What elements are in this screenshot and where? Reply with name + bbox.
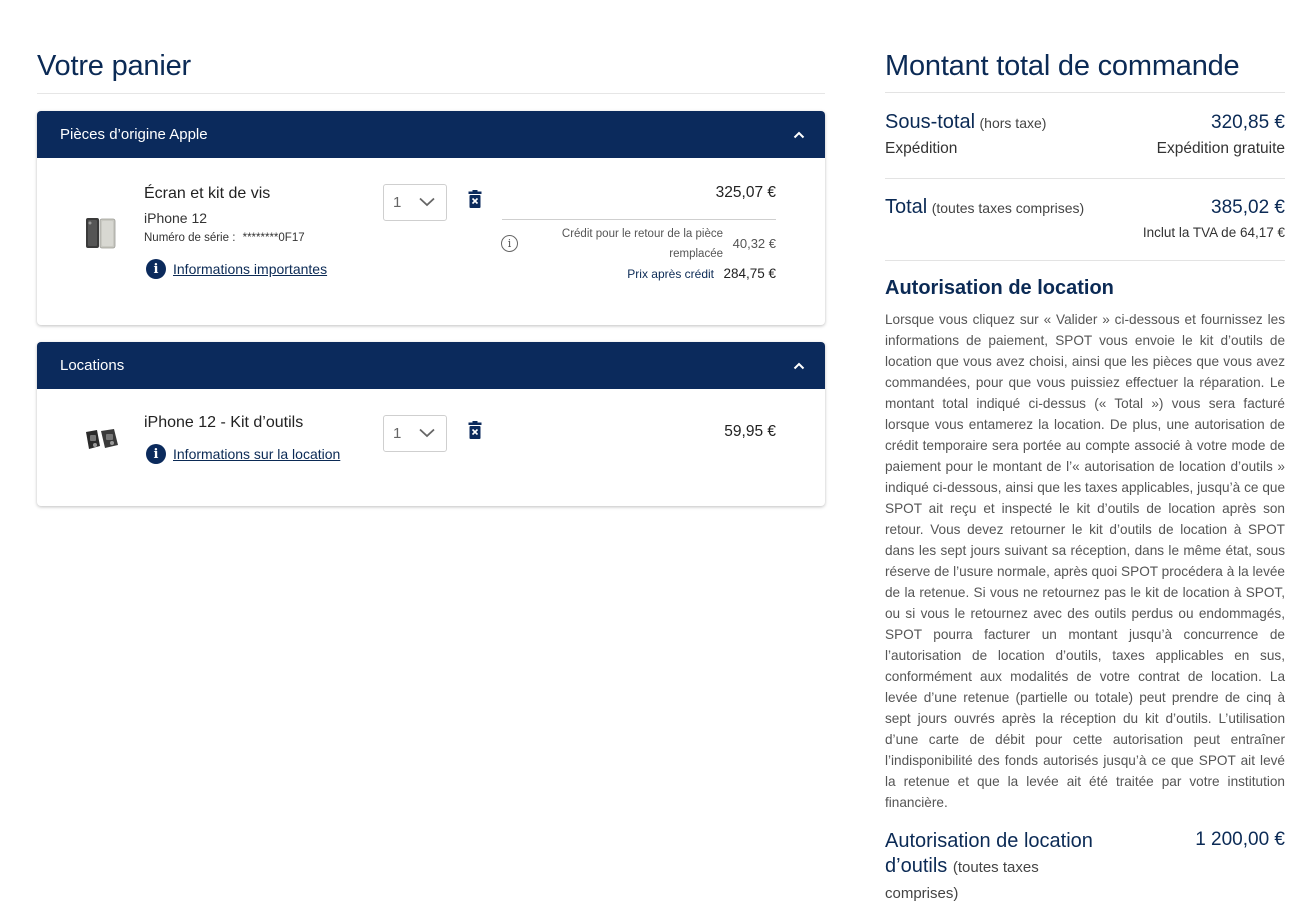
section-original-parts [37, 111, 825, 325]
total-label-row [885, 196, 1084, 219]
item-name: Écran et kit de vis [144, 185, 271, 202]
item-model: iPhone 12 [144, 210, 208, 226]
item-name: iPhone 12 - Kit d’outils [144, 414, 304, 431]
subtotal-note: (hors taxe) [979, 115, 1047, 131]
tool-authorization-note: (toutes taxes comprises) [885, 859, 1039, 902]
rental-authorization-title: Autorisation de location [885, 277, 1114, 299]
rental-info-link[interactable] [146, 444, 340, 464]
tool-authorization-value: 1 200,00 € [1195, 829, 1285, 850]
section-title: Locations [60, 357, 125, 374]
section-title: Pièces d’origine Apple [60, 126, 208, 143]
section-rentals [37, 342, 825, 506]
chevron-up-icon[interactable] [793, 360, 805, 372]
quantity-select[interactable] [383, 184, 447, 221]
screen-part-thumbnail [83, 217, 119, 249]
after-credit-label: Prix après crédit [627, 267, 714, 281]
after-credit-value: 284,75 € [723, 266, 776, 281]
tool-authorization-label-block [885, 829, 1115, 906]
section-header-original-parts[interactable] [37, 111, 825, 158]
summary-divider [885, 92, 1285, 93]
important-info-link[interactable] [146, 259, 327, 279]
credit-value: 40,32 € [732, 236, 776, 251]
serial-label: Numéro de série : [144, 232, 236, 244]
quantity-select[interactable] [383, 415, 447, 452]
trash-icon[interactable] [468, 421, 482, 439]
subtotal-label: Sous-total [885, 111, 976, 133]
serial-value: ********0F17 [242, 232, 305, 244]
shipping-label: Expédition [885, 140, 958, 157]
chevron-down-icon [419, 197, 435, 207]
rental-authorization-text: Lorsque vous cliquez sur « Valider » ci-dessous et fournissez les informations de paiement, SPOT vous envoie le kit d’outils de location que vous avez choisi, ainsi que les pièces que vous avez commandées, pour que vous puissiez effectuer la réparation. Le montant total indiqué ci-dessus (« Total ») vous sera facturé lorsque vous entamerez la location. De plus, une autorisation de crédit temporaire sera portée au compte associé à votre mode de paiement pour le montant de l’« autorisation de location d’outils » indiqué ci-dessous, ainsi que les taxes applicables, jusqu’à ce que SPOT ait reçu et inspecté le kit d’outils de location après son retour. Vous devez retourner le kit d’outils de location à SPOT dans les sept jours suivant sa réception, dans le même état, sous réserve de l’usure normale, après quoi SPOT procédera à la levée de la retenue. Si vous ne retournez pas le kit de location à SPOT, ou si vous le retournez avec des outils perdus ou endommagés, SPOT pourra facturer un montant jusqu’à concurrence de l’autorisation de location d’outils, taxes applicables en sus, conformément aux modalités de votre contrat de location. La levée d’une retenue (partielle ou totale) peut prendre de cinq à sept jours ouvrés après la réception du kit d’outils. L’utilisation d’une carte de débit pour cette autorisation peut entraîner l’indisponibilité des fonds autorisés jusqu’à ce que SPOT ait levé la retenue et que la levée ait été traitée par votre institution financière. [885, 312, 1285, 810]
chevron-down-icon [419, 428, 435, 438]
trash-icon[interactable] [468, 190, 482, 208]
subtotal-value: 320,85 € [1211, 112, 1285, 133]
summary-title: Montant total de commande [885, 50, 1240, 82]
total-value: 385,02 € [1211, 197, 1285, 218]
tool-kit-thumbnail [83, 426, 121, 454]
important-info-label[interactable]: Informations importantes [173, 261, 328, 277]
info-outline-icon[interactable]: i [501, 235, 518, 252]
quantity-value: 1 [393, 194, 402, 211]
tool-authorization-label: Autorisation de location d’outils [885, 830, 1093, 877]
summary-divider [885, 260, 1285, 261]
page-title: Votre panier [37, 50, 191, 82]
item-price: 59,95 € [724, 423, 776, 440]
total-note: (toutes taxes comprises) [931, 200, 1085, 216]
info-icon: i [146, 259, 166, 279]
summary-divider [885, 178, 1285, 179]
rental-info-label[interactable]: Informations sur la location [173, 446, 341, 462]
vat-note: Inclut la TVA de 64,17 € [1142, 225, 1285, 240]
title-divider [37, 93, 825, 94]
total-label: Total [885, 196, 928, 218]
shipping-value: Expédition gratuite [1156, 140, 1285, 157]
item-price: 325,07 € [715, 184, 776, 201]
item-serial [144, 232, 305, 244]
quantity-value: 1 [393, 425, 402, 442]
section-header-rentals[interactable] [37, 342, 825, 389]
price-divider [502, 219, 776, 220]
info-icon: i [146, 444, 166, 464]
chevron-up-icon[interactable] [793, 129, 805, 141]
credit-label: Crédit pour le retour de la pièce remplacée [561, 228, 723, 260]
subtotal-label-row [885, 111, 1046, 134]
